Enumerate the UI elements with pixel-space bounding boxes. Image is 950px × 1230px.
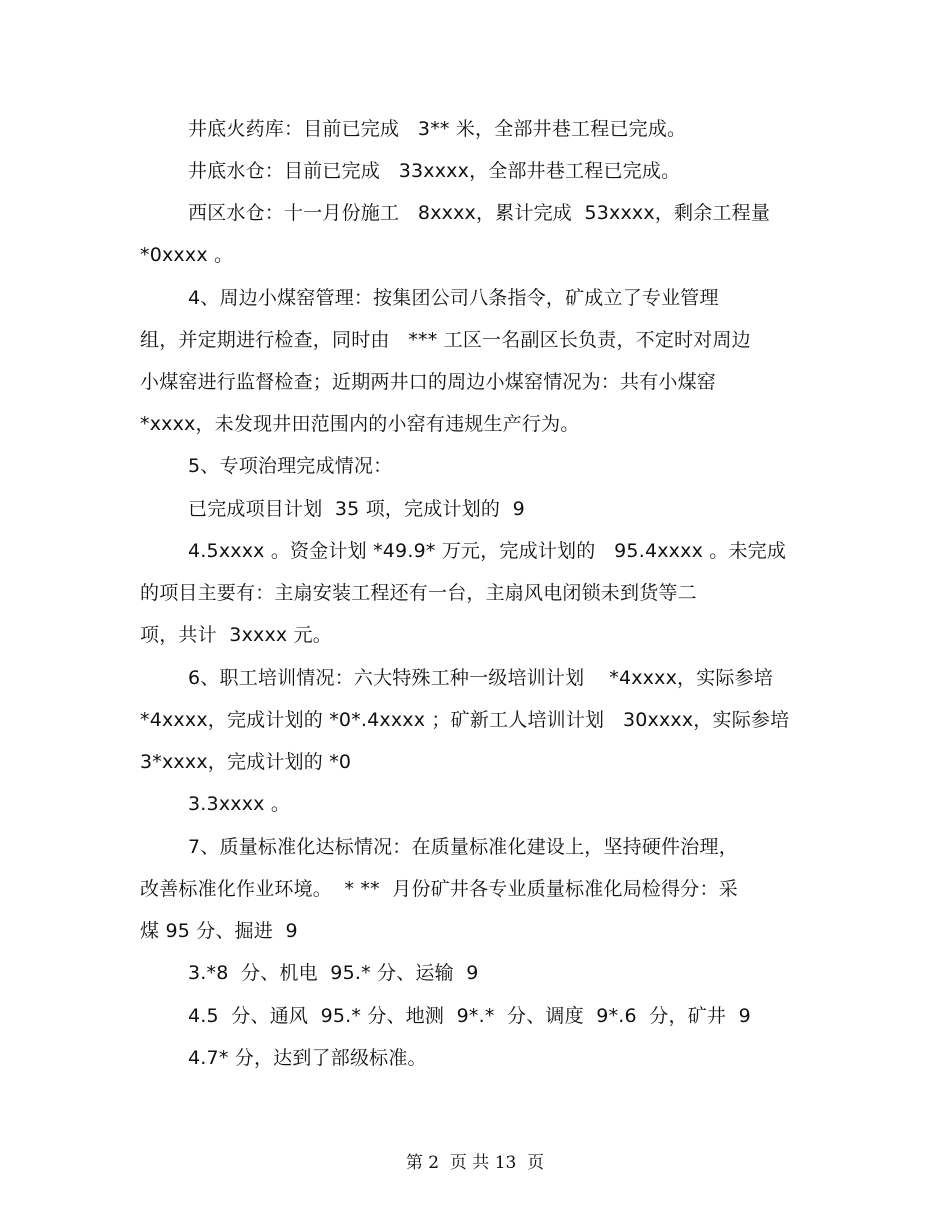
text-line: 的项目主要有：主扇安装工程还有一台，主扇风电闭锁未到货等二 [140,582,697,604]
text-line: 项，共计 3xxxx 元。 [140,624,332,646]
text-line: 改善标准化作业环境。 * ** 月份矿井各专业质量标准化局检得分：采 [140,878,738,900]
text-line: 井底火药库：目前已完成 3** 米，全部井巷工程已完成。 [188,118,687,140]
text-line: 4.5 分、通风 95.* 分、地测 9*.* 分、调度 9*.6 分，矿井 9 [188,1005,751,1027]
text-line: 组，并定期进行检查，同时由 *** 工区一名副区长负责，不定时对周边 [140,329,751,351]
text-line: *xxxx，未发现井田范围内的小窑有违规生产行为。 [140,413,580,435]
text-line: *4xxxx，完成计划的 *0*.4xxxx ；矿新工人培训计划 30xxxx，实际参培 [140,709,790,731]
text-line: 4.7* 分，达到了部级标准。 [188,1047,427,1069]
text-line: 3.3xxxx 。 [188,793,291,815]
text-line: 煤 95 分、掘进 9 [140,920,298,942]
text-line: 7、质量标准化达标情况：在质量标准化建设上，坚持硬件治理， [188,836,738,858]
text-line: *0xxxx 。 [140,244,234,266]
page-number-footer: 第 2 页 共 13 页 [405,1153,545,1173]
text-line: 西区水仓：十一月份施工 8xxxx，累计完成 53xxxx，剩余工程量 [188,202,771,224]
text-line: 3.*8 分、机电 95.* 分、运输 9 [188,962,479,984]
text-line: 3*xxxx，完成计划的 *0 [140,751,352,773]
text-line: 6、职工培训情况：六大特殊工种一级培训计划 *4xxxx，实际参培 [188,667,774,689]
text-line: 已完成项目计划 35 项，完成计划的 9 [188,498,525,520]
text-line: 4.5xxxx 。资金计划 *49.9* 万元，完成计划的 95.4xxxx 。未完成 [188,540,787,562]
text-line: 井底水仓：目前已完成 33xxxx，全部井巷工程已完成。 [188,160,681,182]
text-line: 4、周边小煤窑管理：按集团公司八条指令，矿成立了专业管理 [188,287,719,309]
text-line: 5、专项治理完成情况： [188,455,393,477]
text-line: 小煤窑进行监督检查；近期两井口的周边小煤窑情况为：共有小煤窑 [140,371,717,393]
